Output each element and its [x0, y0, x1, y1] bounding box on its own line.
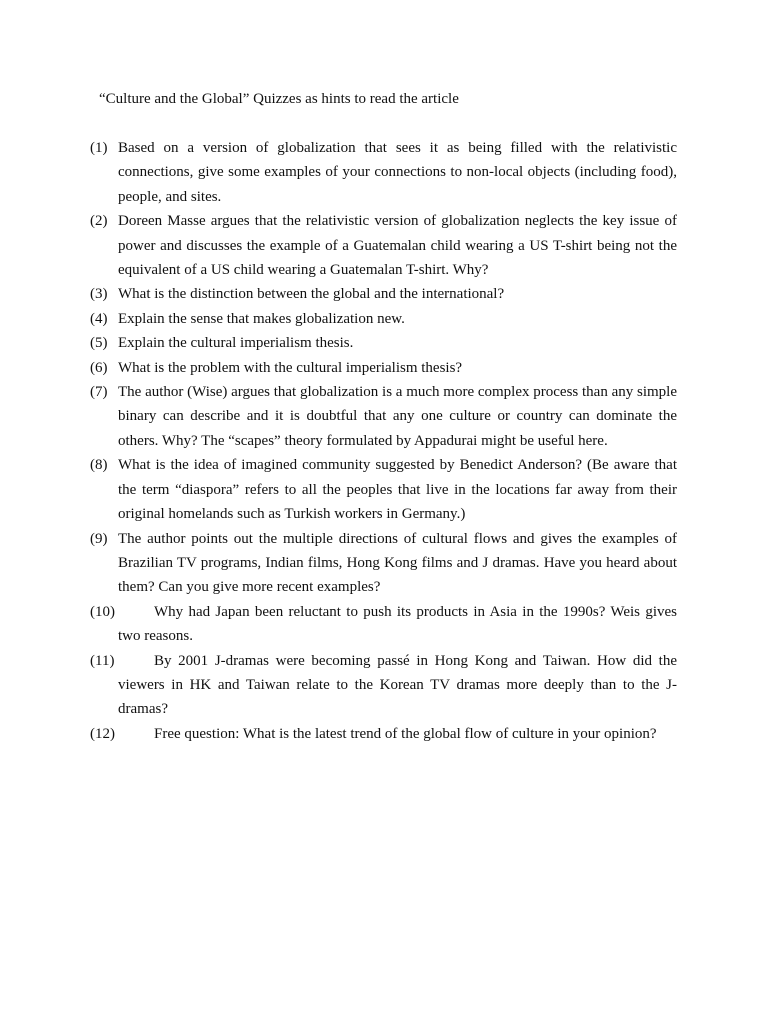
- question-item-12: [90, 722, 677, 746]
- question-list: [90, 136, 677, 746]
- question-item-5: [90, 331, 677, 355]
- question-number: (7): [90, 384, 108, 401]
- question-number: (1): [90, 140, 108, 156]
- question-number: (6): [90, 359, 108, 376]
- question-text: The author points out the multiple directions of cultural flows and gives the examples of Brazilian TV programs, Indian films, Hong Kong films and J dramas. Have you heard about them? Can you give more recent examples?: [118, 530, 677, 596]
- question-item-3: [90, 282, 677, 306]
- question-item-1: [90, 136, 677, 209]
- question-text: Based on a version of globalization that sees it as being filled with the relativistic connections, give some examples of your connections to non-local objects (including food), people, and sites.: [118, 140, 677, 205]
- question-text: Explain the cultural imperialism thesis.: [118, 335, 354, 352]
- question-text: Why had Japan been reluctant to push its products in Asia in the 1990s? Weis gives two reasons.: [118, 603, 677, 645]
- question-text: What is the problem with the cultural imperialism thesis?: [118, 359, 463, 376]
- question-number: (4): [90, 310, 108, 327]
- question-number: (9): [90, 530, 108, 547]
- document-title: “Culture and the Global” Quizzes as hints to read the article: [99, 91, 459, 107]
- question-number: (2): [90, 213, 108, 230]
- question-text: The author (Wise) argues that globalization is a much more complex process than any simple binary can describe and it is doubtful that any one culture or country can dominate the others. Why? The “scapes” theory formulated by Appadurai might be useful here.: [118, 384, 677, 449]
- question-item-9: [90, 527, 677, 600]
- question-number: (3): [90, 286, 108, 303]
- question-number: (12): [90, 725, 115, 742]
- question-item-10: [90, 600, 677, 649]
- question-item-4: [90, 307, 677, 331]
- question-text: What is the idea of imagined community suggested by Benedict Anderson? (Be aware that the term “diaspora” refers to all the peoples that live in the locations far away from their original homelands such as Turkish workers in Germany.): [118, 457, 677, 523]
- question-item-7: [90, 380, 677, 453]
- question-item-11: [90, 649, 677, 722]
- question-item-8: [90, 453, 677, 526]
- question-number: (11): [90, 652, 115, 669]
- question-number: (8): [90, 457, 108, 474]
- question-text: What is the distinction between the global and the international?: [118, 286, 505, 303]
- question-item-2: [90, 209, 677, 282]
- question-text: By 2001 J-dramas were becoming passé in Hong Kong and Taiwan. How did the viewers in HK and Taiwan relate to the Korean TV dramas more deeply than to the J-dramas?: [118, 652, 677, 718]
- question-number: (10): [90, 603, 115, 620]
- question-number: (5): [90, 335, 108, 352]
- question-text: Explain the sense that makes globalization new.: [118, 310, 405, 327]
- question-item-6: [90, 356, 677, 380]
- question-text: Doreen Masse argues that the relativistic version of globalization neglects the key issue of power and discusses the example of a Guatemalan child wearing a US T-shirt being not the equivalent of a US child wearing a Guatemalan T-shirt. Why?: [118, 213, 677, 279]
- question-text: Free question: What is the latest trend of the global flow of culture in your opinion?: [154, 725, 657, 742]
